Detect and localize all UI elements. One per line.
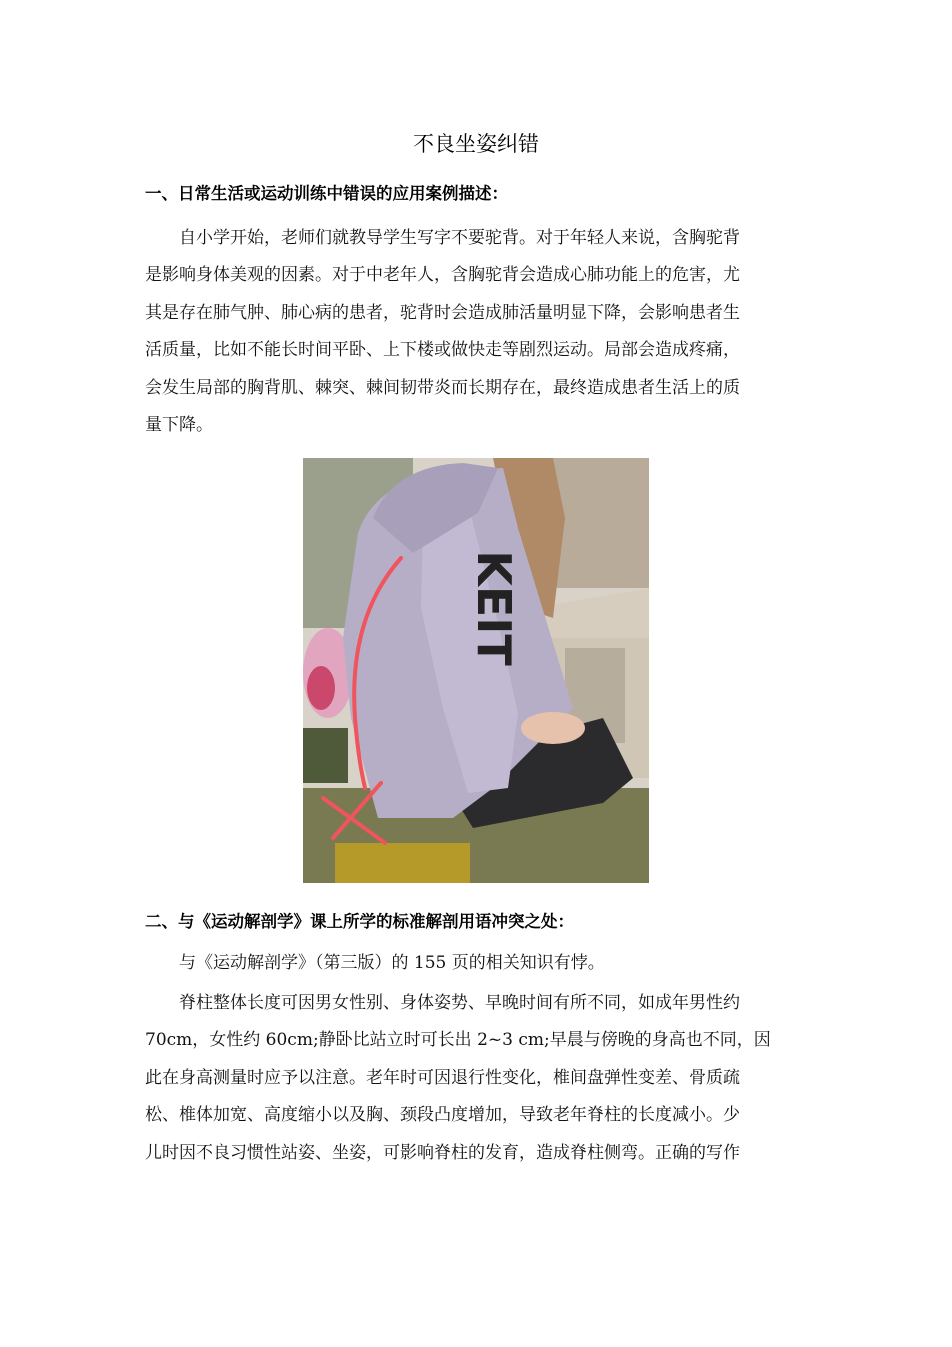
section-heading-2: 二、与《运动解剖学》课上所学的标准解剖用语冲突之处： xyxy=(145,912,574,931)
paragraph-line: 其是存在肺气肿、肺心病的患者，驼背时会造成肺活量明显下降，会影响患者生 xyxy=(145,302,740,323)
paragraph-reference xyxy=(145,945,807,982)
paragraph-line: 活质量，比如不能长时间平卧、上下楼或做快走等剧烈运动。局部会造成疼痛， xyxy=(145,340,740,361)
paragraph-line: 与《运动解剖学》（第三版）的 155 页的相关知识有悖。 xyxy=(179,953,605,973)
paragraph-line: 70cm，女性约 60cm;静卧比站立时可长出 2~3 cm;早晨与傍晚的身高也不同，因 xyxy=(145,1030,771,1051)
sleeve-lettering: KEIT xyxy=(467,550,521,666)
paragraph-line: 儿时因不良习惯性站姿、坐姿，可影响脊柱的发育，造成脊柱侧弯。正确的写作 xyxy=(145,1142,740,1163)
paragraph-line: 此在身高测量时应予以注意。老年时可因退行性变化，椎间盘弹性变差、骨质疏 xyxy=(145,1067,740,1088)
paragraph-line: 松、椎体加宽、高度缩小以及胸、颈段凸度增加，导致老年脊柱的长度减小。少 xyxy=(145,1105,740,1126)
paragraph-line: 自小学开始，老师们就教导学生写字不要驼背。对于年轻人来说，含胸驼背 xyxy=(179,228,740,248)
paragraph-line: 会发生局部的胸背肌、棘突、棘间韧带炎而长期存在，最终造成患者生活上的质 xyxy=(145,377,740,398)
paragraph-line: 脊柱整体长度可因男女性别、身体姿势、早晚时间有所不同，如成年男性约 xyxy=(179,993,740,1013)
paragraph-line: 量下降。 xyxy=(145,415,213,436)
posture-photo xyxy=(303,458,649,883)
paragraph-line: 是影响身体美观的因素。对于中老年人，含胸驼背会造成心肺功能上的危害，尤 xyxy=(145,265,740,286)
page-title: 不良坐姿纠错 xyxy=(413,132,539,156)
paragraph-case-description xyxy=(145,220,807,444)
paragraph-spine-length xyxy=(145,985,807,1172)
section-heading-1: 一、日常生活或运动训练中错误的应用案例描述： xyxy=(145,184,508,203)
